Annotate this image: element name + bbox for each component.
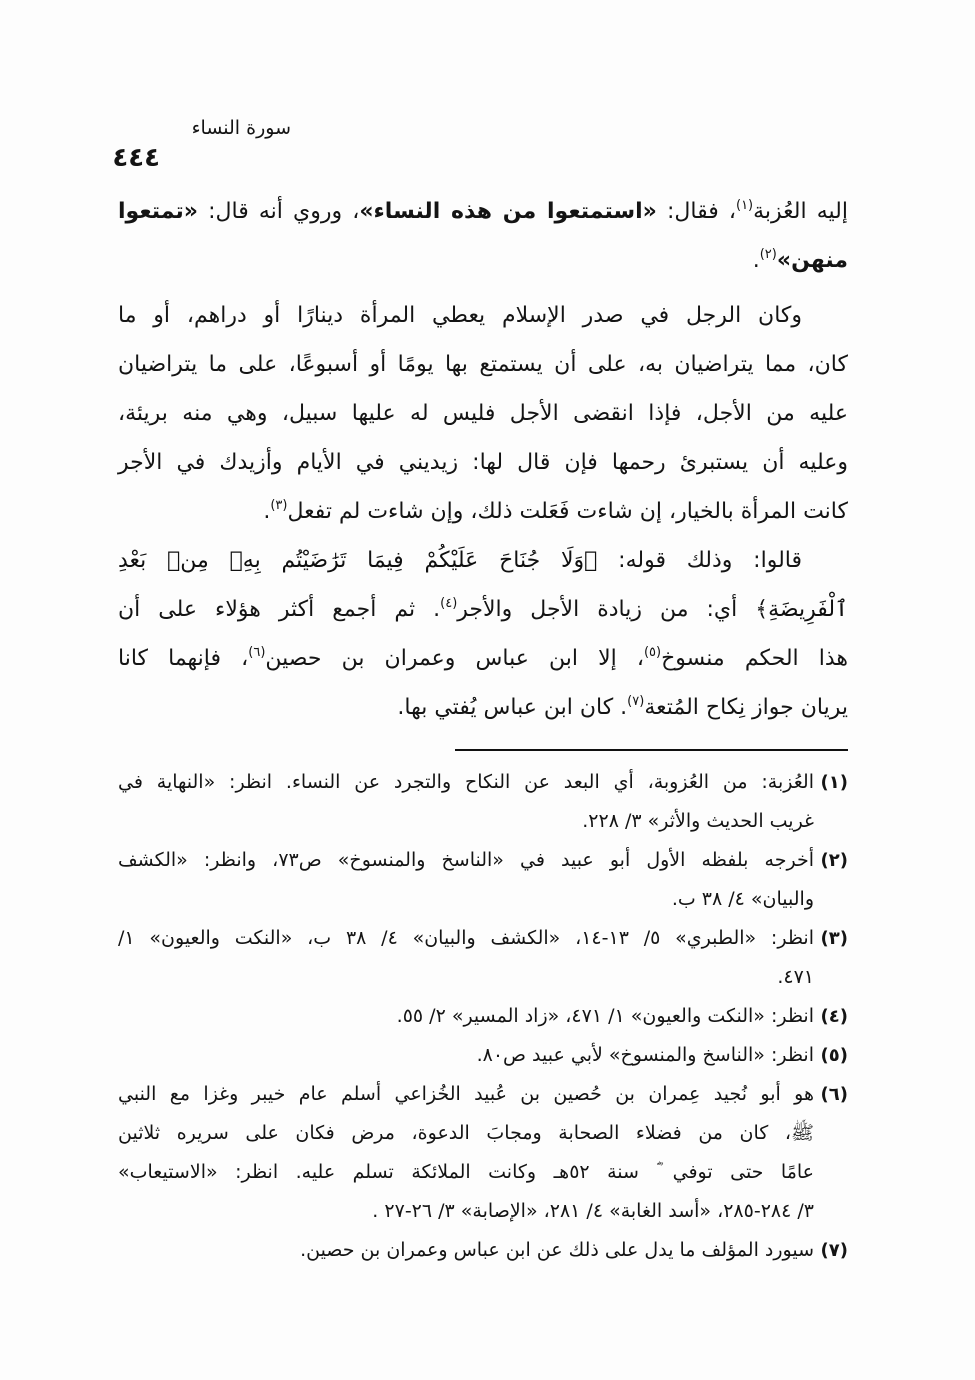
footnote [118,997,848,1036]
footnote-ref-3: (٣) [270,498,288,513]
text-line [118,487,848,536]
footnote-ref-7: (٧) [627,694,645,709]
footnote-ref-2: (٢) [759,247,777,262]
footnote-text [118,997,814,1036]
text-run: كانت المرأة بالخيار، إن شاءت فَعَلت ذلك، وإن شاءت لم تفعل [287,499,848,524]
text-line [118,340,848,389]
text-run: . كان ابن عباس يُفتي بها. [397,695,628,720]
footnote-line: هو أبو نُجيد عِمران بن حُصين بن عُبيد الخُزاعي أسلم عام خيبر وغزا مع النبي [118,1083,814,1105]
footnote-line: انظر: «الناسخ والمنسوخ» لأبي عبيد ص٨٠. [476,1044,814,1066]
footnote-number: (٧) [820,1240,848,1261]
footnote [118,1036,848,1075]
footnote-number: (١) [820,772,848,793]
footnote [118,763,848,841]
footnote [118,1075,848,1231]
footnote-number: (٥) [820,1045,848,1066]
footnote-line: انظر: «الطبري» ٥/ ١٣-١٤، «الكشف والبيان» ٤/ ٣٨ ب، «النكت والعيون» ١/ [118,927,814,949]
text-run: كان، مما يتراضيان به، على أن يستمتع بها يومًا أو أسبوعًا، على ما يتراضيان [118,352,848,377]
footnote-line: أخرجه بلفظه الأول أبو عبيد في «الناسخ والمنسوخ» ص٧٣، وانظر: «الكشف [118,849,814,871]
text-line [118,438,848,487]
quran-verse: ﴿وَلَا جُنَاحَ عَلَيْكُمْ فِيمَا تَرَٰضَيْتُم بِهِۦ مِنۢ بَعْدِ [118,548,598,573]
footnote-ref-6: (٦) [248,645,266,660]
footnote-ref-5: (٥) [643,645,662,660]
footnote-line: العُزبة: من العُزوبة، أي البعد عن النكاح والتجرد عن النساء. انظر: «النهاية في [118,771,814,793]
text-run: . ثم أجمع أكثر هؤلاء على أن [118,597,441,622]
footnote-line: سيورد المؤلف ما يدل على ذلك عن ابن عباس وعمران بن حصين. [300,1239,814,1261]
text-run: وكان الرجل في صدر الإسلام يعطي المرأة دينارًا أو دراهم، أو ما [118,303,802,328]
text-run: . [263,499,271,524]
text-run: ، فإنهما كانا [118,646,249,671]
footnote [118,1231,848,1270]
text-line [118,585,848,634]
footnote-line: والبيان» ٤/ ٣٨ ب. [671,888,814,910]
text-line [118,236,848,285]
text-line [118,536,848,585]
quran-verse: ٱلْفَرِيضَةِ﴾ [755,597,848,622]
footnote-line: غريب الحديث والأثر» ٣/ ٢٢٨. [582,810,814,832]
footnote-text [118,763,814,841]
page-number: ٤٤٤ [112,143,160,173]
footnote-line: ٤٧١. [777,966,814,988]
footnote-text [118,919,814,997]
footnote [118,919,848,997]
footnote-line: ﷺ، كان من فضلاء الصحابة ومجابَ الدعوة، مرض فكان على سريره ثلاثين [118,1122,814,1144]
footnote-line: انظر: «النكت والعيون» ١/ ٤٧١، «زاد المسير» ٢/ ٥٥. [396,1005,814,1027]
text-run: ، وروي أنه قال: [197,199,360,224]
text-line [118,389,848,438]
footnote-line: ٣/ ٢٨٤-٢٨٥، «أسد الغابة» ٤/ ٢٨١، «الإصابة» ٣/ ٢٦-٢٧ . [372,1200,814,1222]
footnote [118,841,848,919]
footnote-number: (٢) [820,850,848,871]
text-line [118,683,848,732]
footnote-text [118,1075,814,1231]
text-run: ، إلا ابن عباس وعمران بن حصين [265,646,644,671]
text-run: هذا الحكم منسوخ [661,646,849,671]
footnote-ref-1: (١) [735,198,754,213]
footnote-text [118,841,814,919]
text-run: . [752,248,760,273]
text-run: يريان جواز نِكاح المُتعة [644,695,848,720]
text-run: وعليه أن يستبرئ رحمها فإن قال لها: زيديني في الأيام وأزيدك في الأجر [118,450,848,475]
footnote-text [118,1231,814,1270]
footnotes [118,763,848,1270]
text-line [118,187,848,236]
footnote-number: (٦) [820,1084,848,1105]
text-run: قالوا: وذلك قوله: [597,548,802,573]
text-line [118,291,848,340]
footnote-ref-4: (٤) [440,596,458,611]
footnote-line: عامًا حتى توفي ؓ سنة ٥٢هـ وكانت الملائكة تسلم عليه. انظر: «الاستيعاب» [118,1161,814,1183]
text-line [118,634,848,683]
running-title: سورة النساء [191,117,291,139]
text-run: إليه العُزبة [753,199,848,224]
footnote-number: (٣) [820,928,848,949]
text-run: أي: من زيادة الأجل والأجر [457,597,756,622]
quoted-hadith: منهن» [776,248,848,273]
text-run: عليه من الأجل، فإذا انقضى الأجل فليس له عليها سبيل، وهي منه بريئة، [118,401,848,426]
footnote-number: (٤) [820,1006,848,1027]
footnote-text [118,1036,814,1075]
main-text [118,187,848,732]
text-run: ، فقال: [656,199,736,224]
quoted-hadith: «تمتعوا [118,199,198,224]
quoted-hadith: «استمتعوا من هذه النساء» [359,199,657,224]
footnote-separator [455,749,848,751]
